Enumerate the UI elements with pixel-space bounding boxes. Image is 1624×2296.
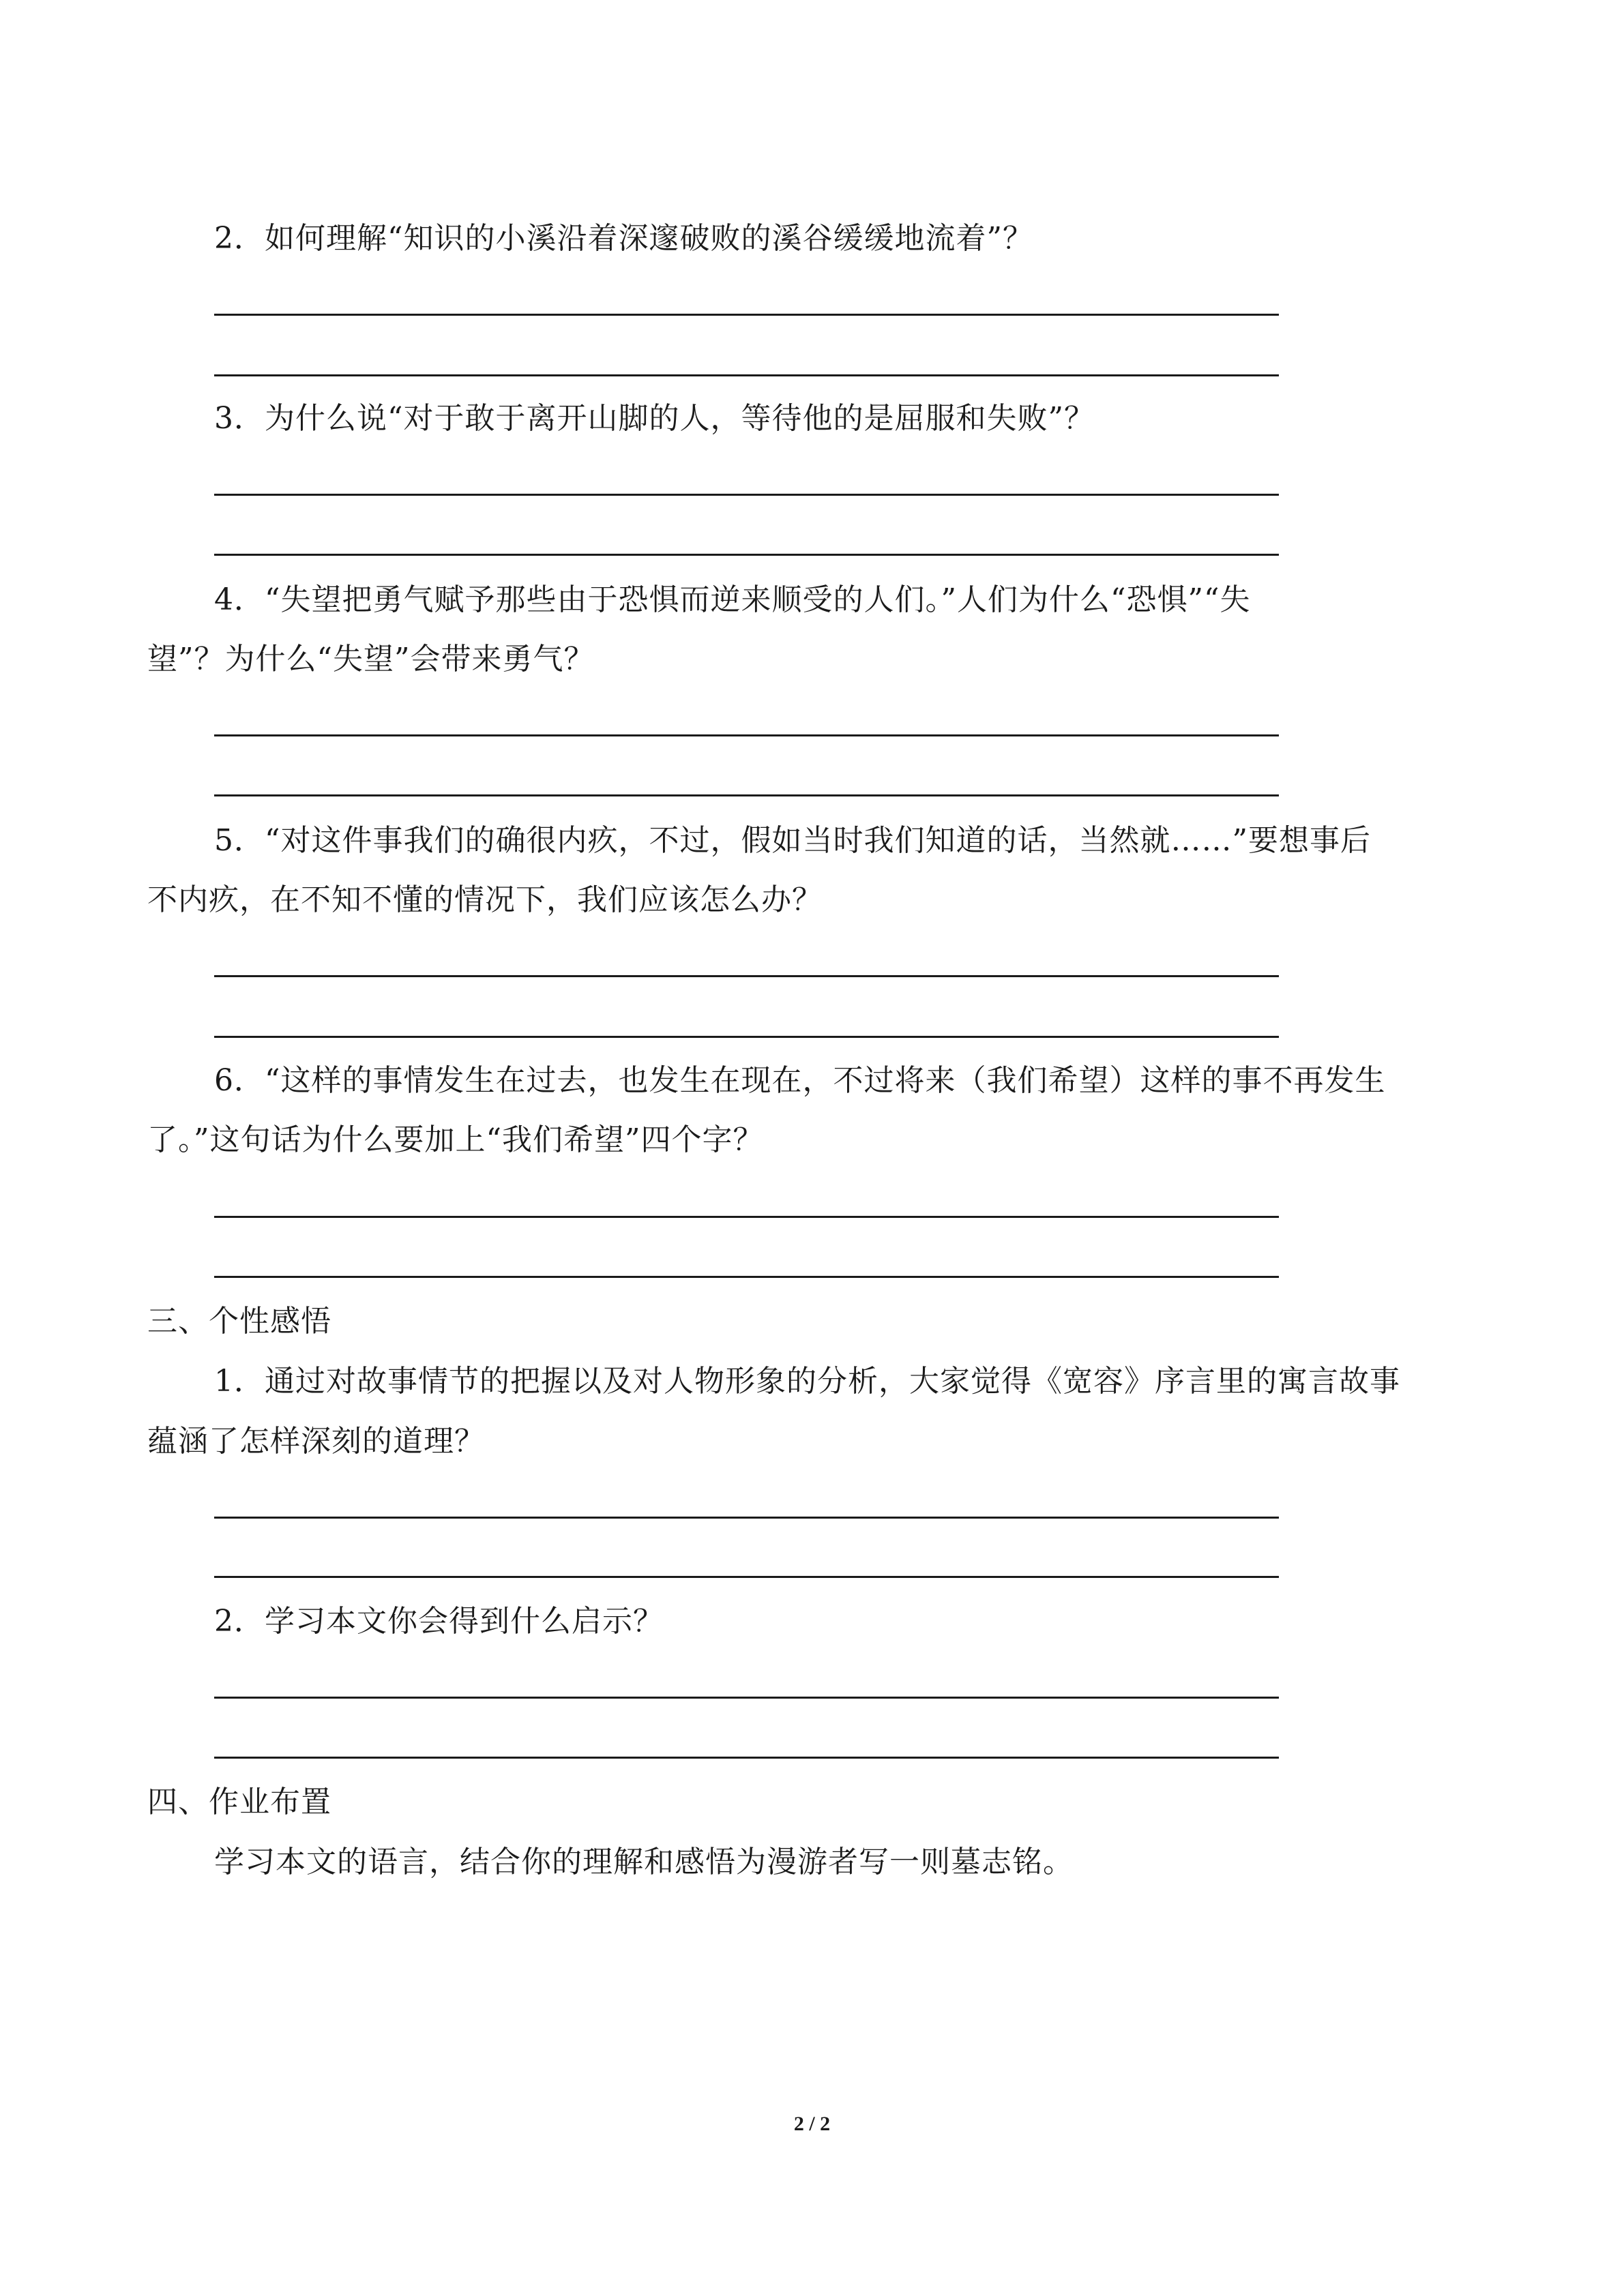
page-number: 2 / 2: [793, 2113, 831, 2135]
question-6-line-1: 6．“这样的事情发生在过去，也发生在现在，不过将来（我们希望）这样的事不再发生: [214, 1063, 1386, 1098]
answer-line[interactable]: [214, 1216, 1279, 1218]
section-3-question-2: 2．学习本文你会得到什么启示？: [214, 1604, 664, 1639]
section-4-body: 学习本文的语言，结合你的理解和感悟为漫游者写一则墓志铭。: [214, 1845, 1074, 1879]
answer-line[interactable]: [214, 374, 1279, 376]
section-3-question-1-line-1: 1．通过对故事情节的把握以及对人物形象的分析，大家觉得《宽容》序言里的寓言故事: [214, 1364, 1400, 1399]
question-6-line-2: 了。”这句话为什么要加上“我们希望”四个字？: [147, 1122, 764, 1157]
question-2: 2．如何理解“知识的小溪沿着深邃破败的溪谷缓缓地流着”？: [214, 221, 1033, 256]
section-3-question-1-line-2: 蕴涵了怎样深刻的道理？: [147, 1424, 485, 1459]
answer-line[interactable]: [214, 554, 1279, 556]
answer-line[interactable]: [214, 1036, 1279, 1038]
section-4-heading: 四、作业布置: [147, 1785, 331, 1819]
answer-line[interactable]: [214, 1276, 1279, 1278]
question-5-line-1: 5．“对这件事我们的确很内疚，不过，假如当时我们知道的话，当然就……”要想事后: [214, 823, 1371, 858]
answer-line[interactable]: [214, 794, 1279, 796]
answer-line[interactable]: [214, 1576, 1279, 1578]
answer-line[interactable]: [214, 734, 1279, 736]
answer-line[interactable]: [214, 1517, 1279, 1519]
answer-line[interactable]: [214, 314, 1279, 316]
question-4-line-2: 望”？为什么“失望”会带来勇气？: [147, 642, 595, 676]
question-4-line-1: 4．“失望把勇气赋予那些由于恐惧而逆来顺受的人们。”人们为什么“恐惧”“失: [214, 582, 1251, 617]
question-5-line-2: 不内疚，在不知不懂的情况下，我们应该怎么办？: [147, 882, 823, 917]
answer-line[interactable]: [214, 1757, 1279, 1759]
section-3-heading: 三、个性感悟: [147, 1304, 331, 1339]
answer-line[interactable]: [214, 975, 1279, 977]
answer-line[interactable]: [214, 494, 1279, 496]
question-3: 3．为什么说“对于敢于离开山脚的人，等待他的是屈服和失败”？: [214, 401, 1095, 436]
answer-line[interactable]: [214, 1697, 1279, 1699]
